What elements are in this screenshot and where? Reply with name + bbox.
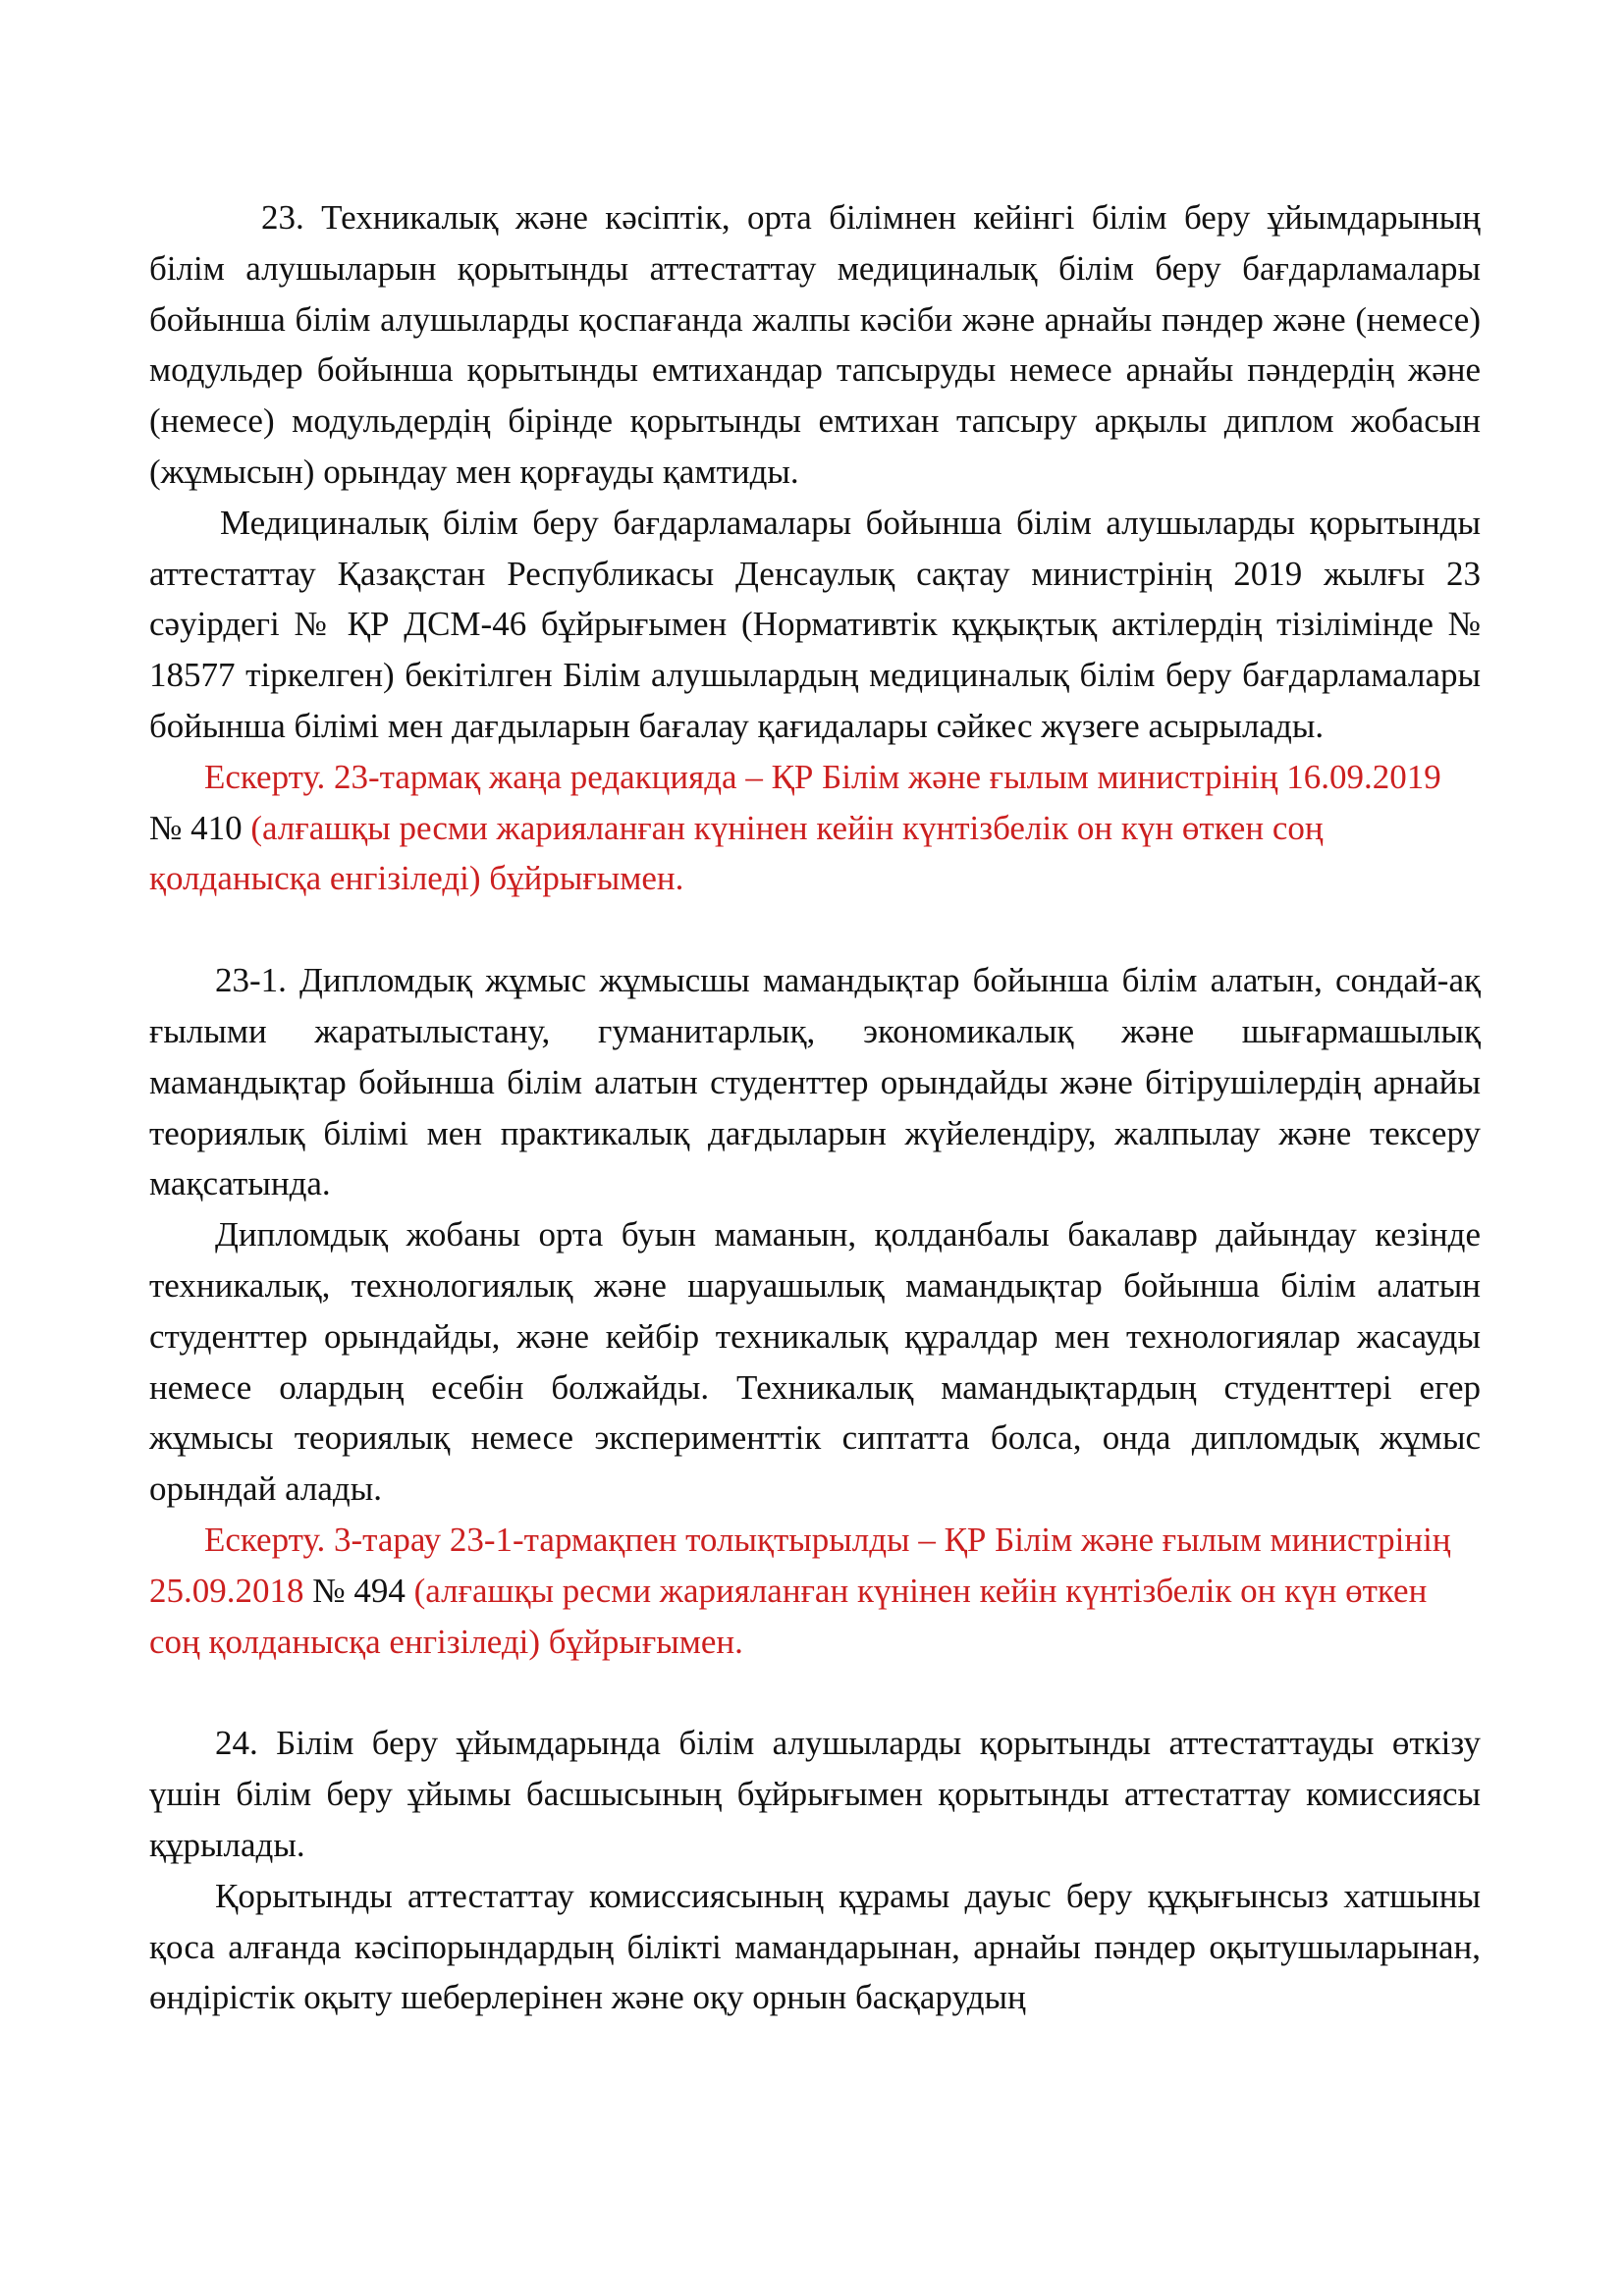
paragraph-24-main: 24. Білім беру ұйымдарында білім алушыларды қорытынды аттестаттауды өткізу үшін білім беру ұйымы басшысының бұйрығымен қорытынды аттестаттау комиссиясы құрылады. — [149, 1724, 1481, 1864]
note-text-before: Ескерту. 23-тармақ жаңа редакцияда – ҚР Білім және ғылым министрінің 16.09.2019 — [204, 757, 1441, 796]
amendment-note-23-1 — [149, 1515, 1481, 1667]
section-23 — [149, 192, 1481, 904]
section-spacer — [149, 904, 1481, 955]
section-23-1 — [149, 955, 1481, 1667]
order-number: № 410 — [149, 808, 243, 847]
note-text-before: Ескерту. 3-тарау 23-1-тармақпен толықтырылды – ҚР Білім және ғылым министрінің 25.09.2018 — [149, 1520, 1451, 1610]
document-page — [149, 192, 1481, 2023]
paragraph-23-1-project: Дипломдық жобаны орта буын маманын, қолданбалы бакалавр дайындау кезінде техникалық, технологиялық және шаруашылық мамандықтар бойынша білім алатын студенттер орындайды, және кейбір техникалық құралдар мен технологиялар жасауды немесе олардың есебін болжайды. Техникалық мамандықтардың студенттері егер жұмысы теориялық немесе эксперименттік сиптатта болса, онда дипломдық жұмыс орындай алады. — [149, 1215, 1481, 1509]
paragraph-23-main: 23. Техникалық және кәсіптік, орта білімнен кейінгі білім беру ұйымдарының білім алушыларын қорытынды аттестаттау медициналық білім беру бағдарламалары бойынша білім алушыларды қоспағанда жалпы кәсіби және арнайы пәндер және (немесе) модульдер бойынша қорытынды емтихандар тапсыруды немесе арнайы пәндердің және (немесе) модульдердің бірінде қорытынды емтихан тапсыру арқылы диплом жобасын (жұмысын) орындау мен қорғауды қамтиды. — [149, 198, 1481, 491]
order-number: № 494 — [312, 1571, 406, 1610]
amendment-note-23 — [149, 752, 1481, 904]
section-24 — [149, 1718, 1481, 2023]
paragraph-23-medical: Медициналық білім беру бағдарламалары бойынша білім алушыларды қорытынды аттестаттау Қазақстан Республикасы Денсаулық сақтау министрінің 2019 жылғы 23 сәуірдегі № ҚР ДСМ-46 бұйрығымен (Нормативтік құқықтық актілердің тізілімінде № 18577 тіркелген) бекітілген Білім алушылардың медициналық білім беру бағдарламалары бойынша білімі мен дағдыларын бағалау қағидалары сәйкес жүзеге асырылады. — [149, 503, 1481, 745]
note-text-after: (алғашқы ресми жарияланған күнінен кейін күнтізбелік он күн өткен соң қолданысқа енгізіледі) бұйрығымен. — [149, 808, 1324, 898]
note-text-after: (алғашқы ресми жарияланған күнінен кейін күнтізбелік он күн өткен соң қолданысқа енгізіледі) бұйрығымен. — [149, 1571, 1428, 1661]
section-spacer — [149, 1667, 1481, 1718]
paragraph-24-commission: Қорытынды аттестаттау комиссиясының құрамы дауыс беру құқығынсыз хатшыны қоса алғанда кәсіпорындардың білікті мамандарынан, арнайы пәндер оқытушыларынан, өндірістік оқыту шеберлерінен және оқу орнын басқарудың — [149, 1876, 1481, 2017]
paragraph-23-1-main: 23-1. Дипломдық жұмыс жұмысшы мамандықтар бойынша білім алатын, сондай-ақ ғылыми жаратылыстану, гуманитарлық, экономикалық және шығармашылық мамандықтар бойынша білім алатын студенттер орындайды және бітірушілердің арнайы теориялық білімі мен практикалық дағдыларын жүйелендіру, жалпылау және тексеру мақсатында. — [149, 961, 1481, 1203]
